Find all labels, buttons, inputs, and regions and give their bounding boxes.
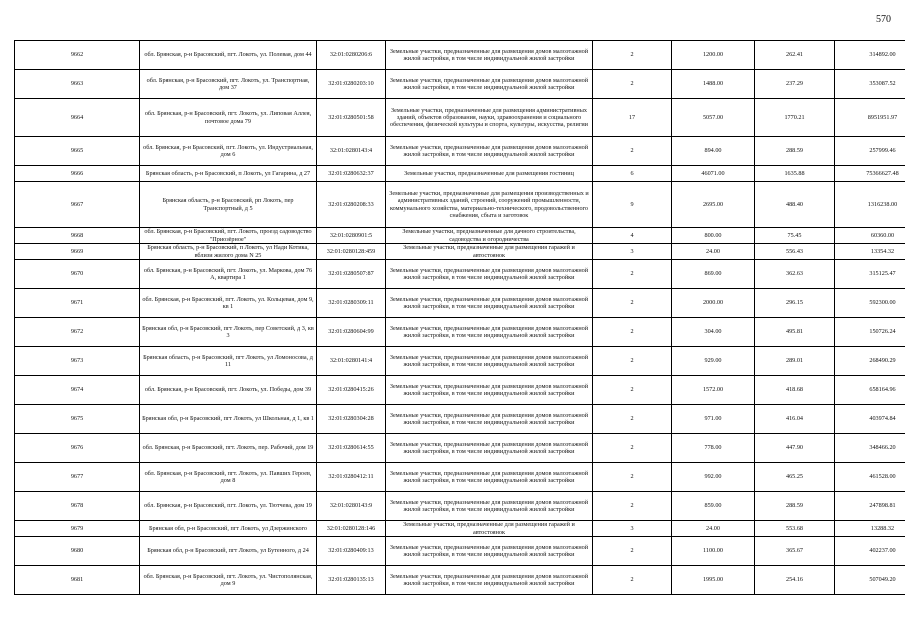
table-row xyxy=(15,492,905,521)
area-cell: 1488.00 xyxy=(672,70,755,99)
specific-value-cell: 465.25 xyxy=(755,463,835,492)
row-number-cell: 9664 xyxy=(15,99,140,137)
address-cell: Брянская область, р-н Брасовский, п Локоть, ул Гагарина, д 27 xyxy=(140,166,317,182)
specific-value-cell: 416.04 xyxy=(755,405,835,434)
cadastral-value-cell: 315125.47 xyxy=(835,260,905,289)
group-code-cell: 2 xyxy=(593,318,672,347)
cadastral-number-cell: 32:01:0280412:11 xyxy=(317,463,386,492)
specific-value-cell: 75.45 xyxy=(755,228,835,244)
group-code-cell: 2 xyxy=(593,289,672,318)
area-cell: 1100.00 xyxy=(672,537,755,566)
row-number-cell: 9669 xyxy=(15,244,140,260)
registry-sheet xyxy=(14,40,899,595)
cadastral-number-cell: 32:01:0280632:37 xyxy=(317,166,386,182)
land-use-cell: Земельные участки, предназначенные для размещения домов малоэтажной жилой застройки, в том числе индивидуальной жилой застройки xyxy=(386,260,593,289)
group-code-cell: 2 xyxy=(593,463,672,492)
table-row xyxy=(15,137,905,166)
land-use-cell: Земельные участки, предназначенные для размещения гаражей и автостоянок xyxy=(386,521,593,537)
row-number-cell: 9668 xyxy=(15,228,140,244)
area-cell: 971.00 xyxy=(672,405,755,434)
address-cell: обл. Брянская, р-н Брасовский, пгт. Локоть, ул. Полевая, дом 44 xyxy=(140,41,317,70)
specific-value-cell: 288.59 xyxy=(755,137,835,166)
group-code-cell: 9 xyxy=(593,182,672,228)
cadastral-value-cell: 461528.00 xyxy=(835,463,905,492)
row-number-cell: 9665 xyxy=(15,137,140,166)
cadastral-value-cell: 658164.96 xyxy=(835,376,905,405)
specific-value-cell: 488.40 xyxy=(755,182,835,228)
land-use-cell: Земельные участки, предназначенные для размещения гостиниц xyxy=(386,166,593,182)
cadastral-number-cell: 32:01:0280409:13 xyxy=(317,537,386,566)
specific-value-cell: 237.29 xyxy=(755,70,835,99)
area-cell: 24.00 xyxy=(672,521,755,537)
row-number-cell: 9677 xyxy=(15,463,140,492)
address-cell: обл. Брянская, р-н Брасовский, пгт. Локоть, ул. Победы, дом 39 xyxy=(140,376,317,405)
specific-value-cell: 296.15 xyxy=(755,289,835,318)
row-number-cell: 9663 xyxy=(15,70,140,99)
registry-rows xyxy=(15,41,905,595)
land-use-cell: Земельные участки, предназначенные для размещения административных зданий, объектов образования, науки, здравоохранения и социального обеспечения, физической культуры и спорта, культуры, искусства, религии xyxy=(386,99,593,137)
group-code-cell: 17 xyxy=(593,99,672,137)
address-cell: обл. Брянская, р-н Брасовский, пгт. Локоть, пер. Рабочий, дом 19 xyxy=(140,434,317,463)
cadastral-value-cell: 8951951.97 xyxy=(835,99,905,137)
row-number-cell: 9674 xyxy=(15,376,140,405)
group-code-cell: 3 xyxy=(593,521,672,537)
table-row xyxy=(15,347,905,376)
area-cell: 304.00 xyxy=(672,318,755,347)
area-cell: 1995.00 xyxy=(672,566,755,595)
specific-value-cell: 262.41 xyxy=(755,41,835,70)
cadastral-number-cell: 32:01:0280901:5 xyxy=(317,228,386,244)
cadastral-number-cell: 32:01:0280604:99 xyxy=(317,318,386,347)
cadastral-number-cell: 32:01:0280128:459 xyxy=(317,244,386,260)
table-row xyxy=(15,289,905,318)
specific-value-cell: 362.63 xyxy=(755,260,835,289)
row-number-cell: 9667 xyxy=(15,182,140,228)
row-number-cell: 9671 xyxy=(15,289,140,318)
area-cell: 5057.00 xyxy=(672,99,755,137)
row-number-cell: 9673 xyxy=(15,347,140,376)
cadastral-number-cell: 32:01:0280141:4 xyxy=(317,347,386,376)
address-cell: Брянская область, р-н Брасовский, рп Локоть, пер Транспортный, д 5 xyxy=(140,182,317,228)
cadastral-number-cell: 32:01:0280128:146 xyxy=(317,521,386,537)
specific-value-cell: 1770.21 xyxy=(755,99,835,137)
row-number-cell: 9675 xyxy=(15,405,140,434)
cadastral-value-cell: 1316238.00 xyxy=(835,182,905,228)
land-use-cell: Земельные участки, предназначенные для размещения домов малоэтажной жилой застройки, в том числе индивидуальной жилой застройки xyxy=(386,376,593,405)
row-number-cell: 9666 xyxy=(15,166,140,182)
row-number-cell: 9678 xyxy=(15,492,140,521)
cadastral-value-cell: 247898.81 xyxy=(835,492,905,521)
area-cell: 859.00 xyxy=(672,492,755,521)
address-cell: обл. Брянская, р-н Брасовский, пгт. Локоть, ул. Кольцевая, дом 9, кв 1 xyxy=(140,289,317,318)
group-code-cell: 2 xyxy=(593,434,672,463)
area-cell: 2000.00 xyxy=(672,289,755,318)
address-cell: обл. Брянская, р-н Брасовский, пгт. Локоть, ул. Чистополянская, дом 9 xyxy=(140,566,317,595)
land-use-cell: Земельные участки, предназначенные для дачного строительства, садоводства и огородничества xyxy=(386,228,593,244)
group-code-cell: 2 xyxy=(593,405,672,434)
cadastral-value-cell: 257999.46 xyxy=(835,137,905,166)
cadastral-value-cell: 592300.00 xyxy=(835,289,905,318)
cadastral-number-cell: 32:01:0280309:11 xyxy=(317,289,386,318)
table-row xyxy=(15,260,905,289)
land-use-cell: Земельные участки, предназначенные для размещения домов малоэтажной жилой застройки, в том числе индивидуальной жилой застройки xyxy=(386,318,593,347)
land-use-cell: Земельные участки, предназначенные для размещения домов малоэтажной жилой застройки, в том числе индивидуальной жилой застройки xyxy=(386,492,593,521)
cadastral-number-cell: 32:01:0280143:4 xyxy=(317,137,386,166)
table-row xyxy=(15,228,905,244)
address-cell: обл. Брянская, р-н Брасовский, пгт. Локоть, ул. Индустриальная, дом 6 xyxy=(140,137,317,166)
area-cell: 1572.00 xyxy=(672,376,755,405)
land-use-cell: Земельные участки, предназначенные для размещения производственных и административных зданий, строений, сооружений промышленности, коммунального хозяйства, материально-технического, продовольственного снабжения, сбыта и заготовок xyxy=(386,182,593,228)
cadastral-value-cell: 353087.52 xyxy=(835,70,905,99)
address-cell: обл. Брянская, р-н Брасовский, пгт. Локоть, ул. Маркова, дом 76 А, квартира 1 xyxy=(140,260,317,289)
cadastral-number-cell: 32:01:0280507:87 xyxy=(317,260,386,289)
cadastral-value-cell: 348466.20 xyxy=(835,434,905,463)
address-cell: Брянская обл, р-н Брасовский, пгт Локоть, ул Дзержинского xyxy=(140,521,317,537)
area-cell: 778.00 xyxy=(672,434,755,463)
land-use-cell: Земельные участки, предназначенные для размещения домов малоэтажной жилой застройки, в том числе индивидуальной жилой застройки xyxy=(386,405,593,434)
land-use-cell: Земельные участки, предназначенные для размещения домов малоэтажной жилой застройки, в том числе индивидуальной жилой застройки xyxy=(386,537,593,566)
area-cell: 2695.00 xyxy=(672,182,755,228)
address-cell: Брянская обл, р-н Брасовский, пгт Локоть, пер Советский, д 3, кв 3 xyxy=(140,318,317,347)
row-number-cell: 9679 xyxy=(15,521,140,537)
cadastral-value-cell: 507049.20 xyxy=(835,566,905,595)
row-number-cell: 9662 xyxy=(15,41,140,70)
cadastral-value-cell: 13354.32 xyxy=(835,244,905,260)
cadastral-number-cell: 32:01:0280143:9 xyxy=(317,492,386,521)
area-cell: 894.00 xyxy=(672,137,755,166)
address-cell: Брянская обл, р-н Брасовский, пгт Локоть, ул Бутенного, д 24 xyxy=(140,537,317,566)
table-row xyxy=(15,318,905,347)
land-use-cell: Земельные участки, предназначенные для размещения домов малоэтажной жилой застройки, в том числе индивидуальной жилой застройки xyxy=(386,289,593,318)
row-number-cell: 9680 xyxy=(15,537,140,566)
table-row xyxy=(15,566,905,595)
cadastral-value-cell: 150726.24 xyxy=(835,318,905,347)
group-code-cell: 3 xyxy=(593,244,672,260)
cadastral-value-cell: 314892.00 xyxy=(835,41,905,70)
group-code-cell: 4 xyxy=(593,228,672,244)
group-code-cell: 2 xyxy=(593,260,672,289)
address-cell: Брянская обл, р-н Брасовский, пгт Локоть, ул Школьная, д 1, кв 1 xyxy=(140,405,317,434)
row-number-cell: 9672 xyxy=(15,318,140,347)
table-row xyxy=(15,376,905,405)
cadastral-value-cell: 268490.29 xyxy=(835,347,905,376)
land-use-cell: Земельные участки, предназначенные для размещения домов малоэтажной жилой застройки, в том числе индивидуальной жилой застройки xyxy=(386,434,593,463)
address-cell: обл. Брянская, р-н Брасовский, пгт. Локоть, проезд садоводство "Приозёрное" xyxy=(140,228,317,244)
page-number: 570 xyxy=(876,14,891,25)
cadastral-number-cell: 32:01:0280208:33 xyxy=(317,182,386,228)
land-use-cell: Земельные участки, предназначенные для размещения домов малоэтажной жилой застройки, в том числе индивидуальной жилой застройки xyxy=(386,463,593,492)
address-cell: обл. Брянская, р-н Брасовский, пгт. Локоть, ул. Тютчева, дом 19 xyxy=(140,492,317,521)
cadastral-number-cell: 32:01:0280203:10 xyxy=(317,70,386,99)
cadastral-value-cell: 13288.32 xyxy=(835,521,905,537)
group-code-cell: 2 xyxy=(593,137,672,166)
cadastral-value-cell: 75366627.48 xyxy=(835,166,905,182)
specific-value-cell: 254.16 xyxy=(755,566,835,595)
cadastral-number-cell: 32:01:0280501:58 xyxy=(317,99,386,137)
table-row xyxy=(15,166,905,182)
area-cell: 24.00 xyxy=(672,244,755,260)
cadastral-value-cell: 60360.00 xyxy=(835,228,905,244)
specific-value-cell: 288.59 xyxy=(755,492,835,521)
cadastral-number-cell: 32:01:0280614:55 xyxy=(317,434,386,463)
specific-value-cell: 289.01 xyxy=(755,347,835,376)
cadastral-value-cell: 402237.00 xyxy=(835,537,905,566)
specific-value-cell: 553.68 xyxy=(755,521,835,537)
table-row xyxy=(15,70,905,99)
group-code-cell: 2 xyxy=(593,41,672,70)
cadastral-value-cell: 403974.84 xyxy=(835,405,905,434)
group-code-cell: 2 xyxy=(593,376,672,405)
table-row xyxy=(15,182,905,228)
address-cell: Брянская область, р-н Брасовский, п Локоть, ул Нади Котика, вблизи жилого дома N 25 xyxy=(140,244,317,260)
table-row xyxy=(15,99,905,137)
table-row xyxy=(15,244,905,260)
specific-value-cell: 365.67 xyxy=(755,537,835,566)
cadastral-number-cell: 32:01:0280415:26 xyxy=(317,376,386,405)
specific-value-cell: 556.43 xyxy=(755,244,835,260)
table-row xyxy=(15,537,905,566)
group-code-cell: 2 xyxy=(593,70,672,99)
group-code-cell: 2 xyxy=(593,537,672,566)
area-cell: 869.00 xyxy=(672,260,755,289)
table-row xyxy=(15,434,905,463)
land-use-cell: Земельные участки, предназначенные для размещения гаражей и автостоянок xyxy=(386,244,593,260)
land-use-cell: Земельные участки, предназначенные для размещения домов малоэтажной жилой застройки, в том числе индивидуальной жилой застройки xyxy=(386,566,593,595)
area-cell: 929.00 xyxy=(672,347,755,376)
group-code-cell: 2 xyxy=(593,347,672,376)
table-row xyxy=(15,463,905,492)
specific-value-cell: 447.90 xyxy=(755,434,835,463)
land-use-cell: Земельные участки, предназначенные для размещения домов малоэтажной жилой застройки, в том числе индивидуальной жилой застройки xyxy=(386,41,593,70)
row-number-cell: 9676 xyxy=(15,434,140,463)
registry-table xyxy=(14,40,905,595)
group-code-cell: 2 xyxy=(593,492,672,521)
row-number-cell: 9681 xyxy=(15,566,140,595)
table-row xyxy=(15,521,905,537)
cadastral-number-cell: 32:01:0280206:6 xyxy=(317,41,386,70)
cadastral-number-cell: 32:01:0280304:28 xyxy=(317,405,386,434)
group-code-cell: 6 xyxy=(593,166,672,182)
address-cell: обл. Брянская, р-н Брасовский, пгт. Локоть, ул. Транспортная, дом 37 xyxy=(140,70,317,99)
area-cell: 800.00 xyxy=(672,228,755,244)
address-cell: обл. Брянская, р-н Брасовский, пгт. Локоть, ул. Липовая Аллея, почтовое дома 79 xyxy=(140,99,317,137)
area-cell: 46071.00 xyxy=(672,166,755,182)
group-code-cell: 2 xyxy=(593,566,672,595)
area-cell: 992.00 xyxy=(672,463,755,492)
cadastral-number-cell: 32:01:0280135:13 xyxy=(317,566,386,595)
specific-value-cell: 495.81 xyxy=(755,318,835,347)
table-row xyxy=(15,405,905,434)
land-use-cell: Земельные участки, предназначенные для размещения домов малоэтажной жилой застройки, в том числе индивидуальной жилой застройки xyxy=(386,70,593,99)
address-cell: Брянская область, р-н Брасовский, пгт Локоть, ул Ломоносова, д 11 xyxy=(140,347,317,376)
land-use-cell: Земельные участки, предназначенные для размещения домов малоэтажной жилой застройки, в том числе индивидуальной жилой застройки xyxy=(386,347,593,376)
row-number-cell: 9670 xyxy=(15,260,140,289)
specific-value-cell: 1635.88 xyxy=(755,166,835,182)
specific-value-cell: 418.68 xyxy=(755,376,835,405)
address-cell: обл. Брянская, р-н Брасовский, пгт. Локоть, ул. Павших Героев, дом 8 xyxy=(140,463,317,492)
land-use-cell: Земельные участки, предназначенные для размещения домов малоэтажной жилой застройки, в том числе индивидуальной жилой застройки xyxy=(386,137,593,166)
table-row xyxy=(15,41,905,70)
area-cell: 1200.00 xyxy=(672,41,755,70)
